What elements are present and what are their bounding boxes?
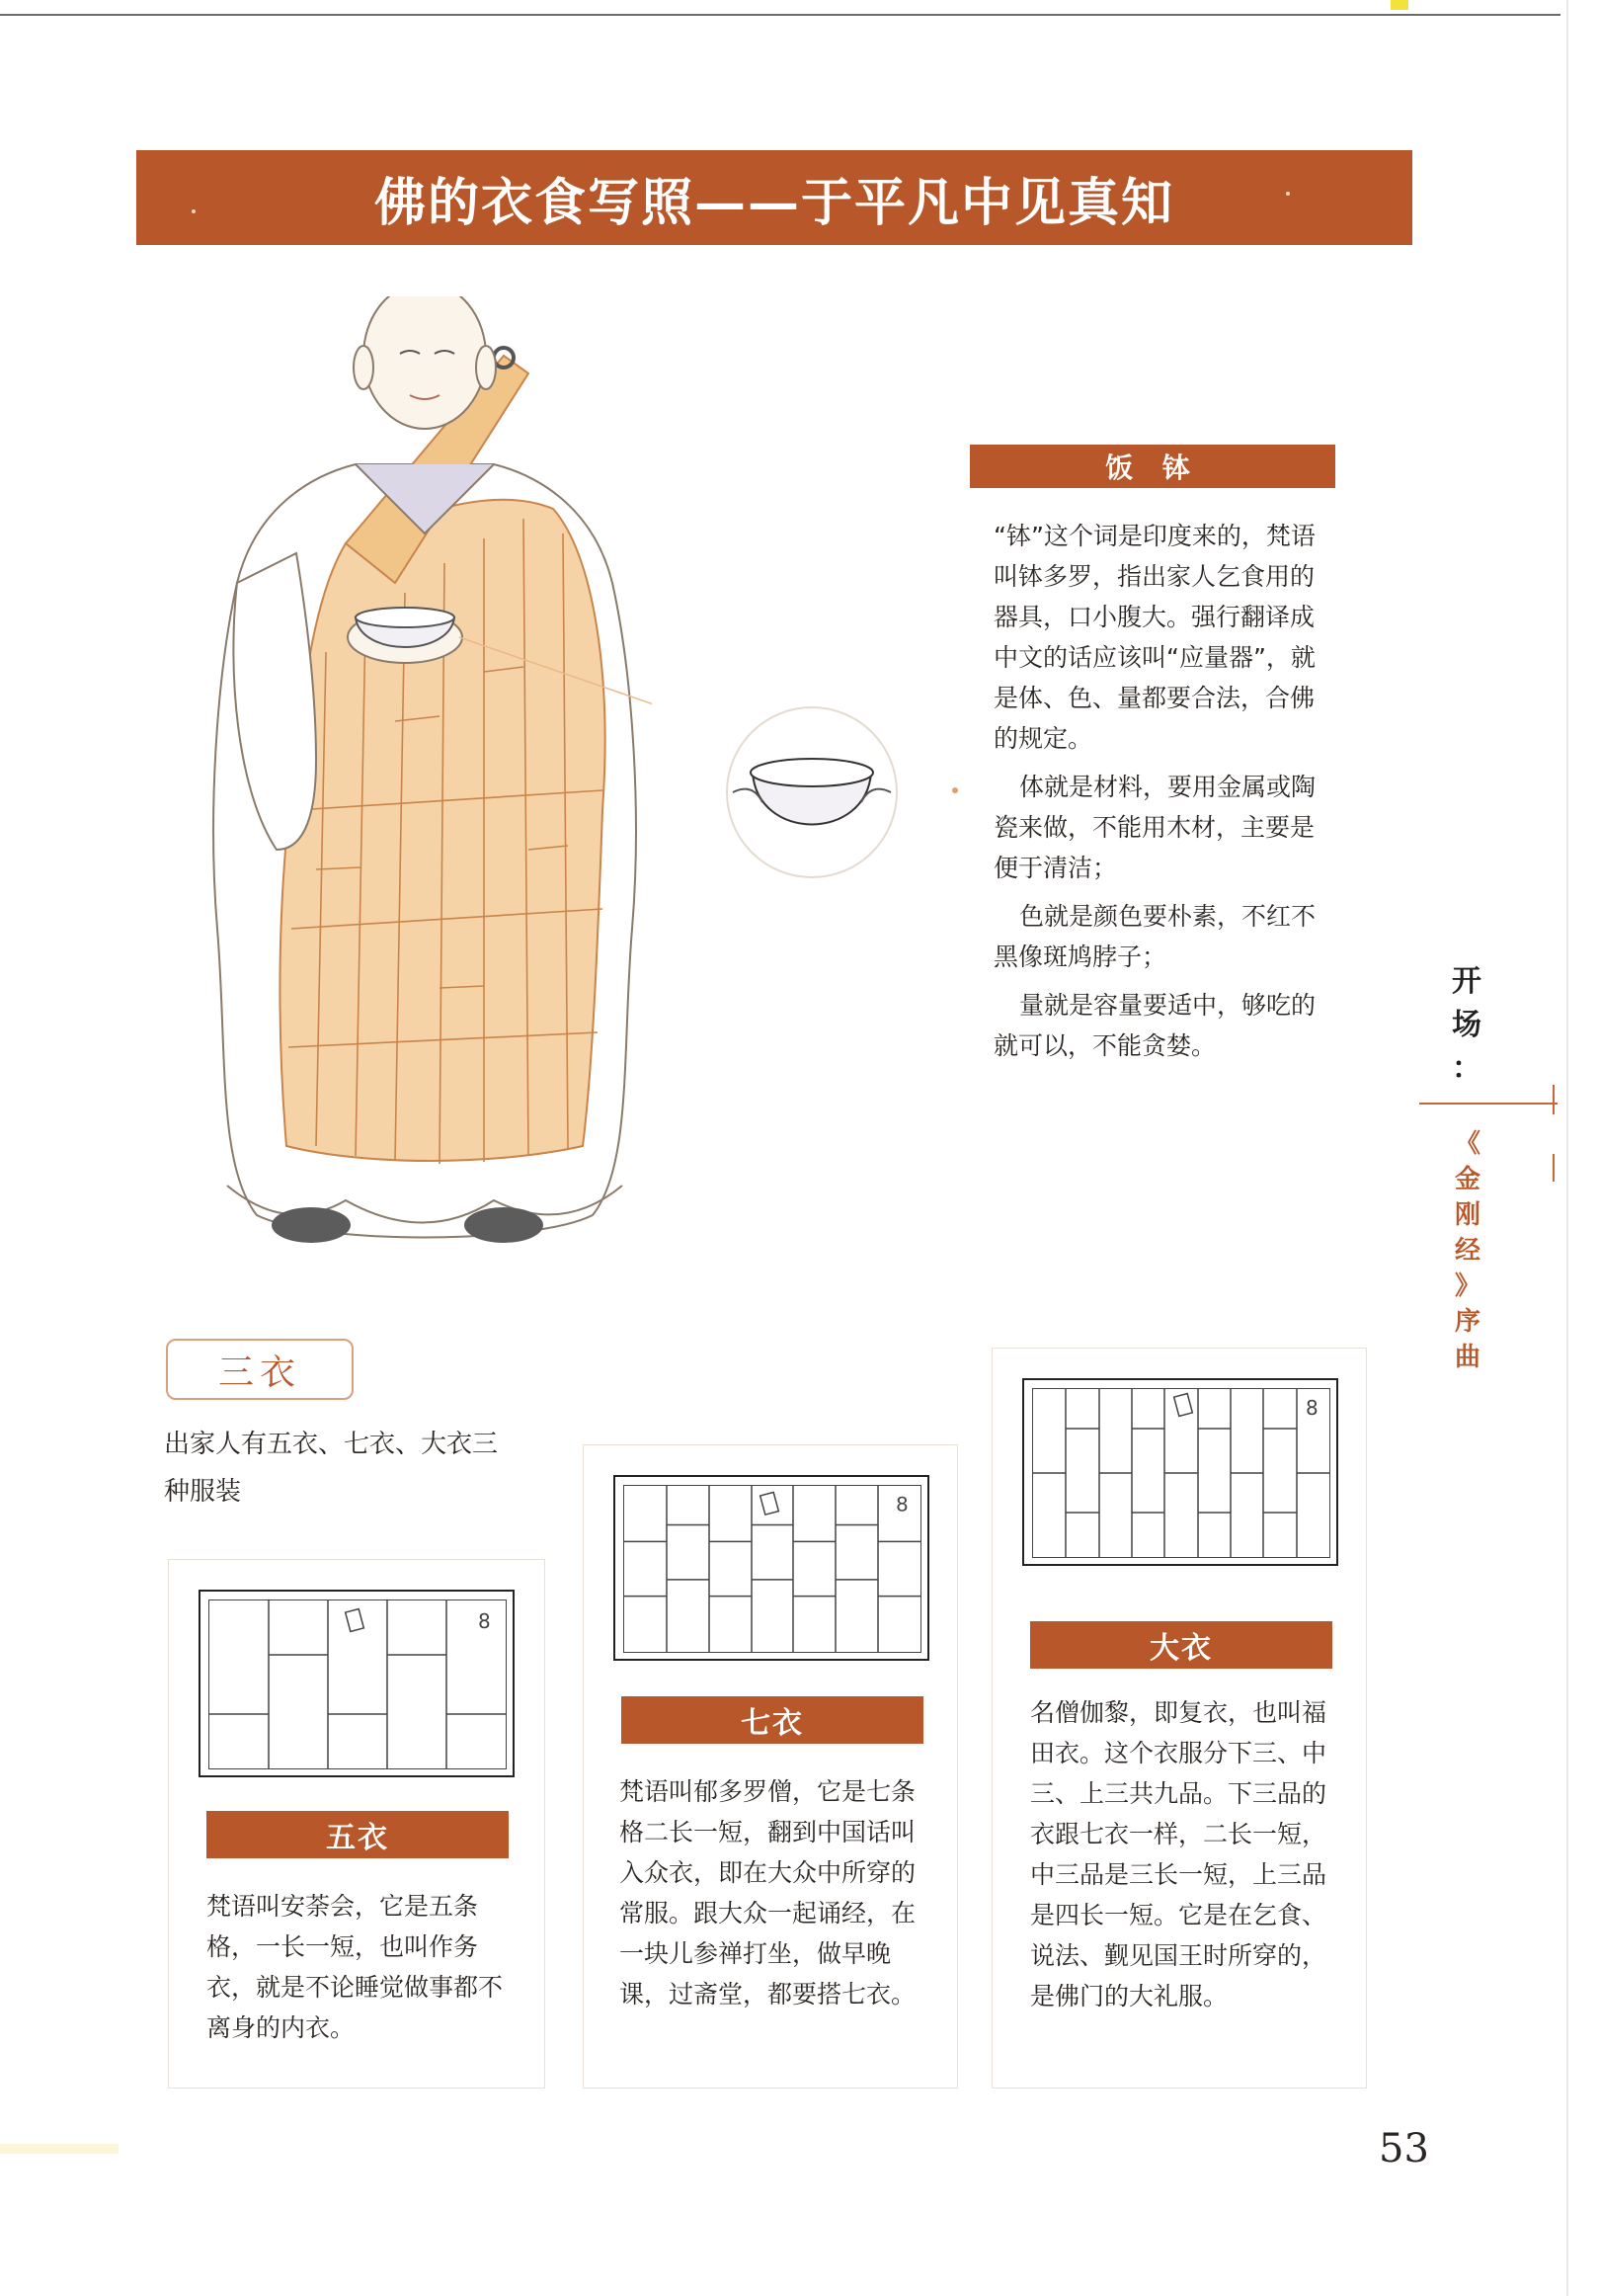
- bottom-tint: [0, 2144, 119, 2154]
- side-tab-char: ：: [1452, 1051, 1481, 1086]
- robe-diagram: [1022, 1378, 1338, 1566]
- robe-name: 大衣: [1030, 1621, 1332, 1669]
- robe-name: 七衣: [621, 1696, 923, 1744]
- banner-dot: [192, 209, 196, 213]
- robe-grid: [1032, 1388, 1330, 1558]
- robe-description: 名僧伽黎，即复衣，也叫福田衣。这个衣服分下三、中三、上三共九品。下三品的衣跟七衣一样，二长一短，中三品是三长一短，上三品是四长一短。它是在乞食、说法、觐见国王时所穿的，是佛门的大礼服。: [1030, 1698, 1327, 2010]
- bowl-paragraph: 色就是颜色要朴素，不红不黑像斑鸠脖子；: [994, 902, 1317, 971]
- shoe: [464, 1207, 543, 1243]
- page-title: 佛的衣食写照——于平凡中见真知: [373, 172, 1174, 233]
- alms-bowl-rim: [356, 608, 454, 627]
- side-tab-char: 》: [1454, 1271, 1480, 1301]
- bowl-section-header: 饭 钵: [970, 445, 1335, 488]
- svg-text:8: 8: [478, 1609, 491, 1633]
- closeup-bowl-rim: [751, 759, 873, 786]
- banner-dot: [1286, 192, 1290, 196]
- side-tab-chapter: [1448, 1126, 1487, 1375]
- robe-description: 梵语叫郁多罗僧，它是七条格二长一短，翻到中国话叫入众衣，即在大众中所穿的常服。跟大众一起诵经，在一块儿参禅打坐，做早晚课，过斋堂，都要搭七衣。: [619, 1777, 917, 2009]
- side-tab-char: 曲: [1454, 1343, 1480, 1372]
- robe-name: 五衣: [206, 1811, 509, 1858]
- bowl-paragraph: 量就是容量要适中，够吃的就可以，不能贪婪。: [994, 991, 1317, 1060]
- bowl-description: [994, 516, 1321, 1074]
- side-tab-char: 《: [1454, 1129, 1480, 1159]
- sanyi-tag: 三衣: [166, 1339, 354, 1400]
- side-tab-char: 经: [1454, 1236, 1480, 1266]
- side-tab-section: [1447, 960, 1486, 1091]
- page-edge: [1566, 0, 1568, 2296]
- robe-description: 梵语叫安荼会，它是五条格，一长一短，也叫作务衣，就是不论睡觉做事都不离身的内衣。: [206, 1892, 504, 2042]
- side-tab-rule: [1419, 1103, 1558, 1105]
- monk-illustration: [198, 296, 652, 1265]
- top-rule: [0, 14, 1560, 16]
- side-tab-rule: [1553, 1154, 1555, 1182]
- svg-text:8: 8: [896, 1493, 909, 1517]
- page-title-banner: [136, 150, 1412, 245]
- bowl-paragraph: 体就是材料，要用金属或陶瓷来做，不能用木材，主要是便于清洁；: [994, 773, 1317, 882]
- connector-dot: [952, 787, 958, 793]
- ear: [476, 346, 496, 389]
- bowl-closeup: [723, 703, 901, 881]
- head: [363, 296, 486, 429]
- top-color-mark: [1391, 0, 1408, 10]
- shoe: [272, 1207, 351, 1243]
- side-tab-char: 序: [1454, 1307, 1480, 1337]
- bowl-paragraph: “钵”这个词是印度来的，梵语叫钵多罗，指出家人乞食用的器具，口小腹大。强行翻译成中文的话应该叫“应量器”，就是体、色、量都要合法，合佛的规定。: [994, 522, 1316, 753]
- side-tab-rule: [1553, 1085, 1555, 1114]
- side-tab-char: 刚: [1454, 1200, 1480, 1230]
- robe-diagram: [613, 1475, 929, 1661]
- robe-card-qiyi: [583, 1444, 958, 2089]
- side-tab-char: 金: [1454, 1165, 1480, 1194]
- robe-card-dayi: [992, 1348, 1367, 2089]
- robe-grid: [208, 1599, 507, 1769]
- robe-diagram: [199, 1590, 515, 1777]
- page-number: 53: [1379, 2126, 1429, 2172]
- sanyi-intro: 出家人有五衣、七衣、大衣三种服装: [164, 1430, 499, 1507]
- svg-text:8: 8: [1306, 1396, 1319, 1420]
- side-tab-char: 开: [1452, 964, 1481, 999]
- robe-grid: [623, 1485, 921, 1653]
- ear: [354, 346, 373, 389]
- robe-card-wuyi: [168, 1559, 545, 2089]
- side-tab-char: 场: [1452, 1008, 1481, 1042]
